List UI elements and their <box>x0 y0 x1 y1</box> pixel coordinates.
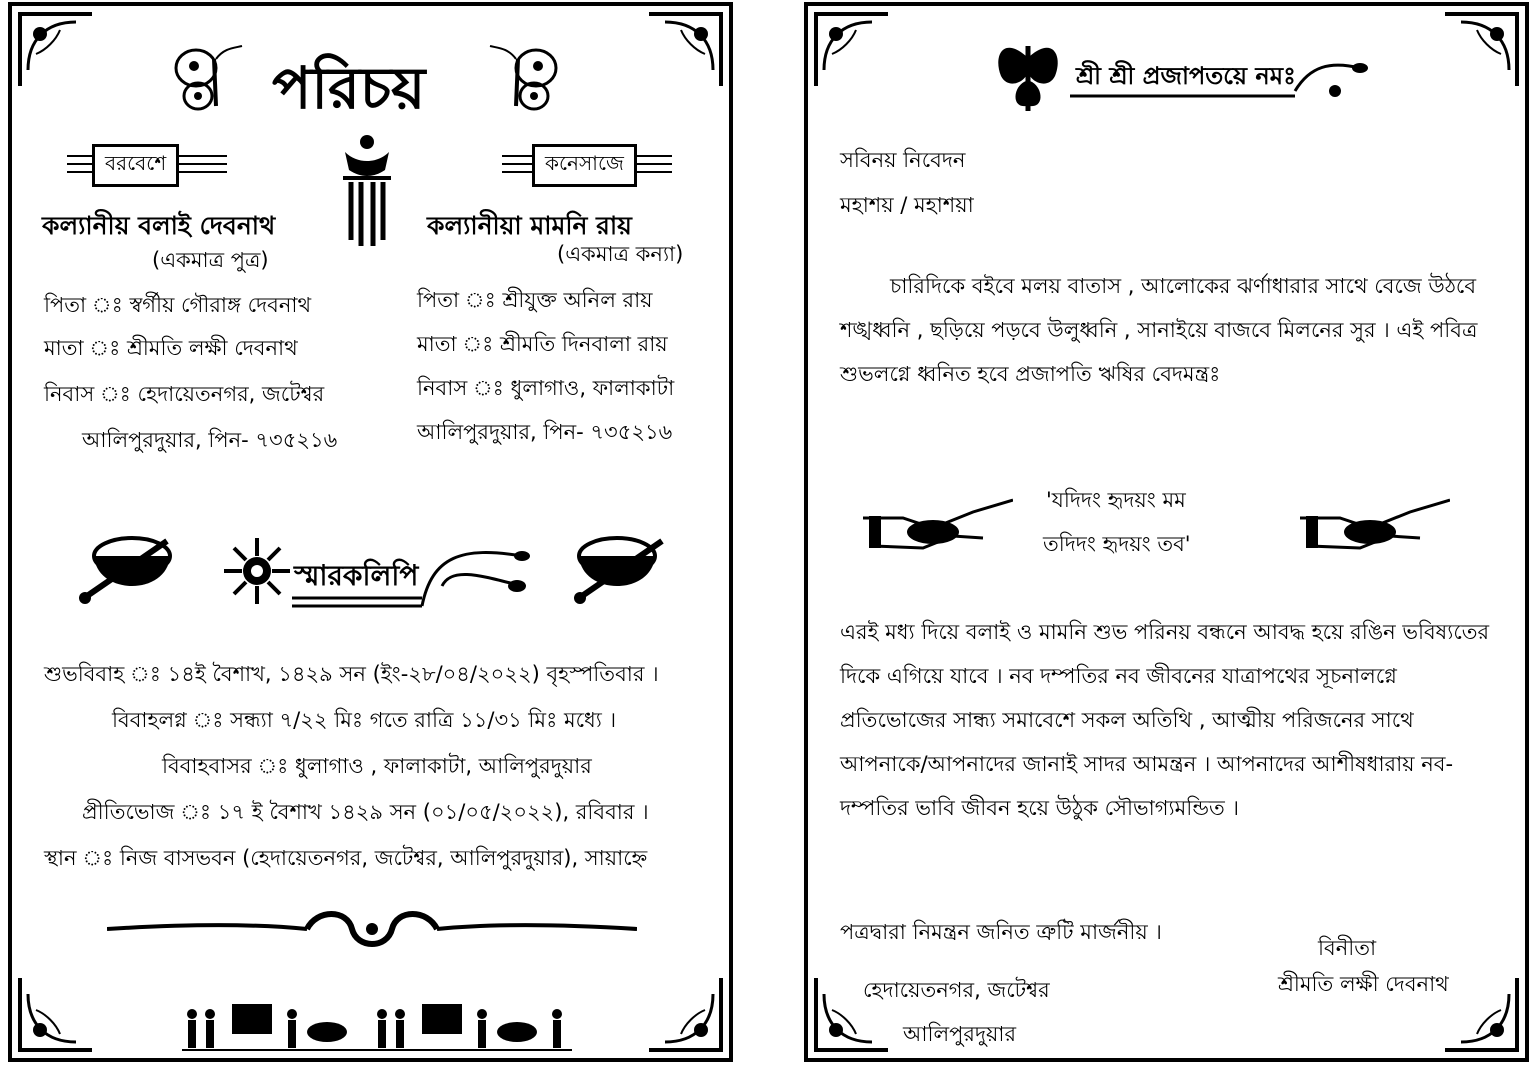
bride-father: পিতা ঃ শ্রীযুক্ত অনিল রায় <box>417 288 653 312</box>
corner-ornament-icon <box>1441 974 1521 1054</box>
corner-ornament-icon <box>16 10 96 90</box>
detail-line-lagna: বিবাহলগ্ন ঃ সন্ধ্যা ৭/২২ মিঃ গতে রাত্রি ১১/৩১ মিঃ মধ্যে । <box>112 708 617 732</box>
bride-name: কল্যানীয়া মামনি রায় <box>427 211 632 240</box>
salutation-line1: সবিনয় নিবেদন <box>840 148 966 172</box>
header-underline-vine-icon <box>1070 46 1370 106</box>
vine-ornament-icon <box>292 526 532 616</box>
mantra-line1: 'যদিদং হৃদয়ং মম <box>1046 488 1186 512</box>
corner-ornament-icon <box>645 10 725 90</box>
butterfly-icon <box>993 36 1063 116</box>
butterfly-icon <box>172 44 252 114</box>
groom-name: কল্যানীয় বলাই দেবনাথ <box>42 211 276 240</box>
detail-line-wedding: শুভবিবাহ ঃ ১৪ই বৈশাখ, ১৪২৯ সন (ইং-২৮/০৪/২০২২) বৃহস্পতিবার । <box>44 662 659 686</box>
butterfly-icon <box>480 44 560 114</box>
corner-ornament-icon <box>1441 10 1521 90</box>
corner-ornament-icon <box>645 974 725 1054</box>
groom-mother: মাতা ঃ শ্রীমতি লক্ষী দেবনাথ <box>44 336 298 360</box>
bride-address-line1: নিবাস ঃ ধুলাগাও, ফালাকাটা <box>417 376 675 400</box>
groom-note: (একমাত্র পুত্র) <box>152 248 269 272</box>
bride-note: (একমাত্র কন্যা) <box>557 242 684 266</box>
scroll-divider-icon <box>107 904 637 954</box>
drum-icon <box>572 526 672 606</box>
corner-ornament-icon <box>812 10 892 90</box>
mantra-line2: তদিদং হৃদয়ং তব' <box>1043 532 1191 556</box>
memo-title: স্মারকলিপি <box>294 559 419 592</box>
bride-mother: মাতা ঃ শ্রীমতি দিনবালা রায় <box>417 332 668 356</box>
left-card-parichay <box>8 2 733 1062</box>
flower-ornament-icon <box>222 536 292 606</box>
corner-ornament-icon <box>16 974 96 1054</box>
sender-address-line2: আলিপুরদুয়ার <box>903 1022 1017 1046</box>
handshake-icon <box>863 498 1013 558</box>
detail-line-place: স্থান ঃ নিজ বাসভবন (হেদায়েতনগর, জটেশ্বর, আলিপুরদুয়ার), সায়াহ্নে <box>44 846 648 870</box>
blessing-header: শ্রী শ্রী প্রজাপতয়ে নমঃ <box>1076 62 1296 90</box>
detail-line-venue: বিবাহবাসর ঃ ধুলাগাও , ফালাকাটা, আলিপুরদুয়ার <box>162 754 592 778</box>
invitation-paragraph-1: চারিদিকে বইবে মলয় বাতাস , আলোকের ঝর্ণাধারার সাথে বেজে উঠবে শঙ্খধ্বনি , ছড়িয়ে পড়বে উলুধ্বনি , সানাইয়ে বাজবে মিলনের সুর । এই পবিত্র শুভলগ্নে ধ্বনিত হবে প্রজাপতি ঋষির বেদমন্ত্রঃ <box>840 274 1478 386</box>
drum-icon <box>77 526 177 606</box>
detail-line-reception: প্রীতিভোজ ঃ ১৭ ই বৈশাখ ১৪২৯ সন (০১/০৫/২০২২), রবিবার । <box>82 800 649 824</box>
groom-label: বরবেশে <box>92 144 179 187</box>
wedding-ornament-icon <box>337 134 397 254</box>
handshake-icon <box>1300 498 1450 558</box>
bride-label: কনেসাজে <box>532 144 637 187</box>
page-title: পরিচয় <box>272 54 426 122</box>
groom-address-line2: আলিপুরদুয়ার, পিন- ৭৩৫২১৬ <box>82 428 338 452</box>
sender-address-line1: হেদায়েতনগর, জটেশ্বর <box>863 978 1050 1002</box>
right-card-invitation-letter <box>804 2 1529 1062</box>
groom-address-line1: নিবাস ঃ হেদায়েতনগর, জটেশ্বর <box>44 382 325 406</box>
bride-address-line2: আলিপুরদুয়ার, পিন- ৭৩৫২১৬ <box>417 420 673 444</box>
groom-father: পিতা ঃ স্বর্গীয় গৌরাঙ্গ দেবনাথ <box>44 293 312 317</box>
sender-name: শ্রীমতি লক্ষী দেবনাথ <box>1278 972 1449 996</box>
vinita-label: বিনীতা <box>1318 936 1377 960</box>
invitation-paragraph-2: এরই মধ্য দিয়ে বলাই ও মামনি শুভ পরিনয় বন্ধনে আবদ্ধ হয়ে রঙিন ভবিষ্যতের দিকে এগিয়ে যাবে । নব দম্পতির নব জীবনের যাত্রাপথের সূচনালগ্নে প্রতিভোজের সান্ধ্য সমাবেশে সকল অতিথি , আত্মীয় পরিজনের সাথে আপনাকে/আপনাদের জানাই সাদর আমন্ত্রন । আপনাদের আশীষধারায় নব-দম্পতির ভাবি জীবন হয়ে উঠুক সৌভাগ্যমন্ডিত । <box>840 620 1490 820</box>
salutation-line2: মহাশয় / মহাশয়া <box>840 193 974 217</box>
wedding-procession-icon <box>182 994 572 1054</box>
apology-line: পত্রদ্বারা নিমন্ত্রন জনিত ত্রুটি মার্জনীয় । <box>840 920 1162 944</box>
